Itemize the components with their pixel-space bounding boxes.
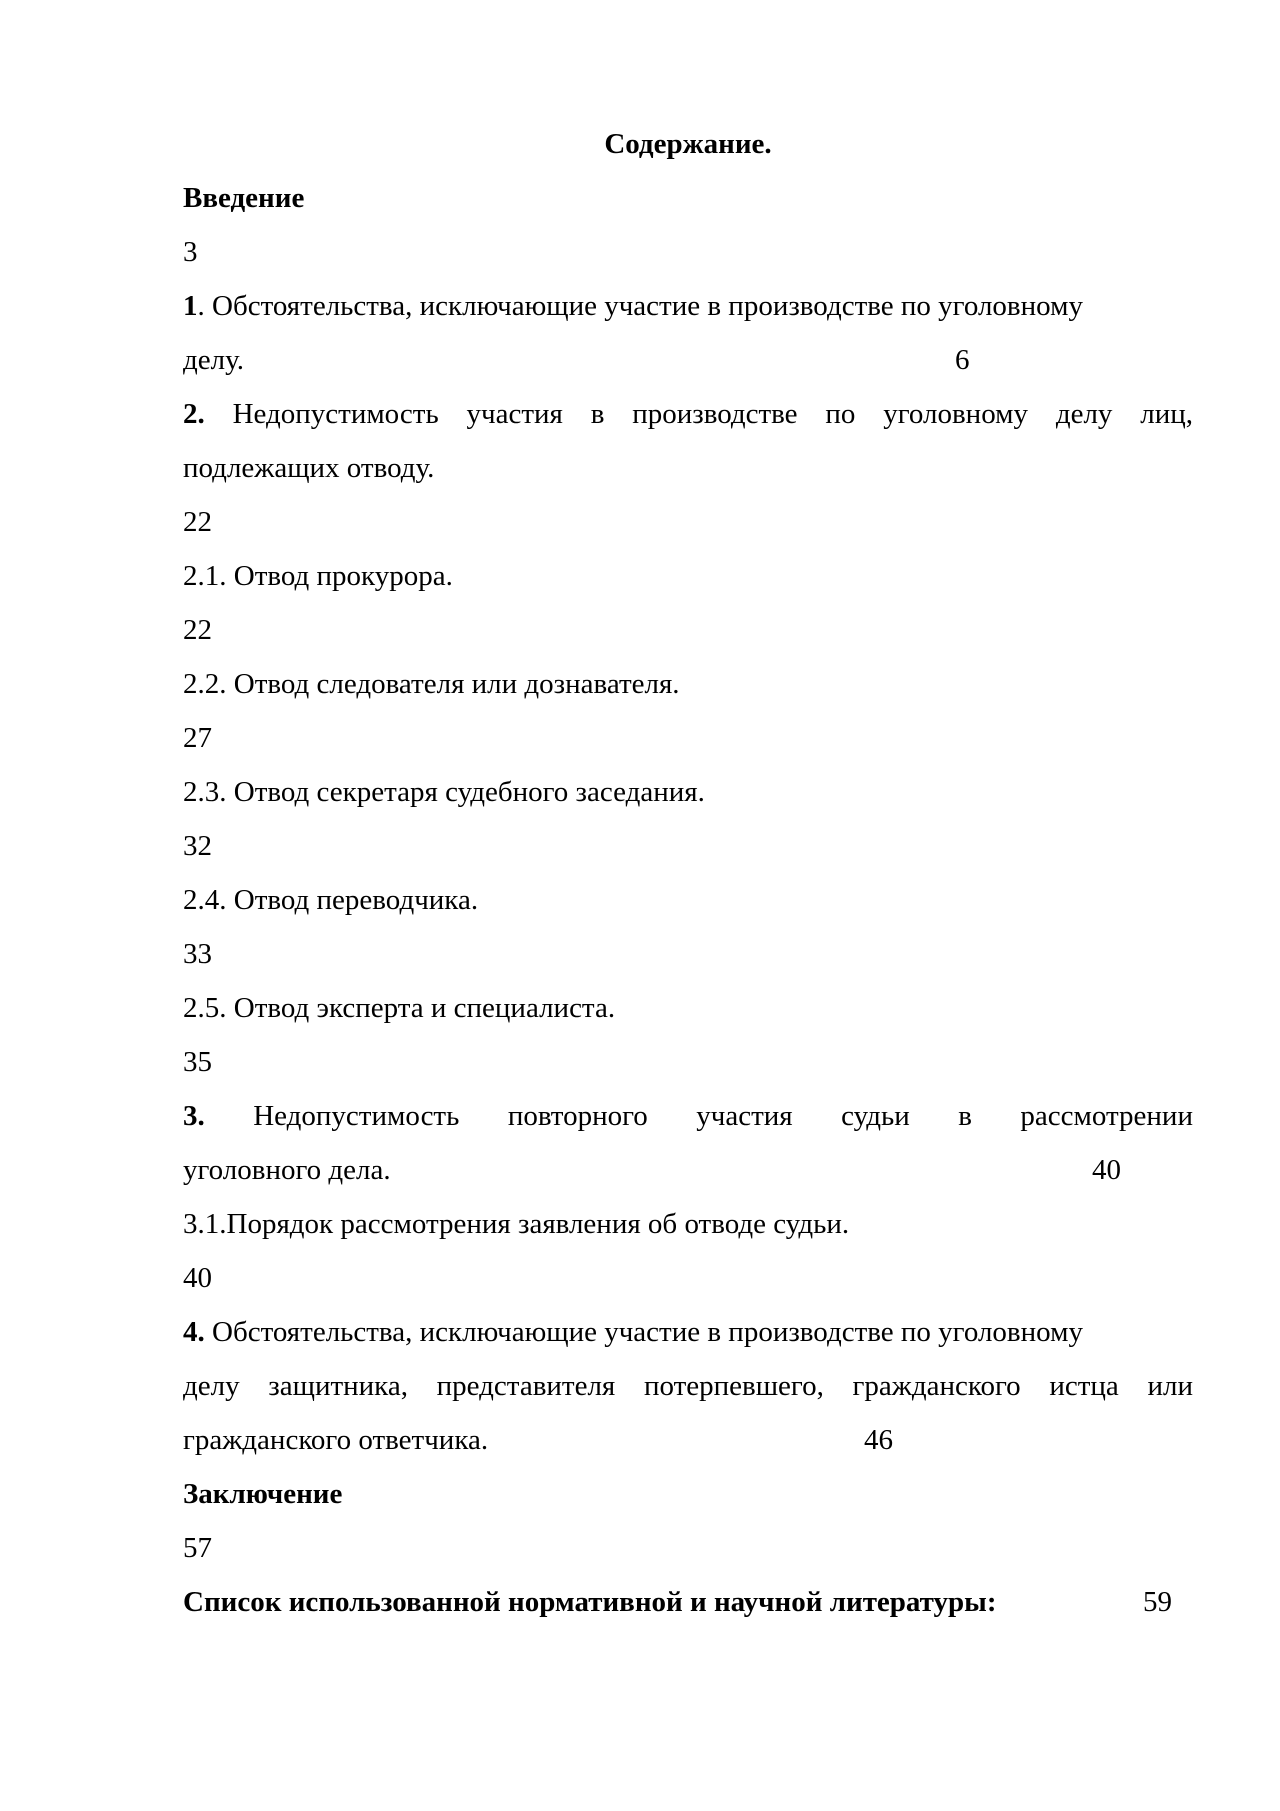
toc-s2-1-label: 2.1. Отвод прокурора. xyxy=(183,560,453,592)
toc-s4-word: делу xyxy=(183,1370,240,1402)
toc-s4-text3: гражданского ответчика. xyxy=(183,1424,489,1456)
toc-s2-word: по xyxy=(825,398,856,430)
toc-s2-word: Недопустимость xyxy=(232,398,439,430)
toc-s1-page: 6 xyxy=(955,344,970,376)
toc-s2-line2: подлежащих отводу. xyxy=(183,452,435,484)
toc-s2-1-page: 22 xyxy=(183,614,212,646)
toc-s2-word: участия xyxy=(466,398,563,430)
toc-intro-page: 3 xyxy=(183,236,198,268)
toc-literature-page: 59 xyxy=(1143,1586,1172,1618)
toc-s4-word: истца xyxy=(1049,1370,1119,1402)
toc-s2-num: 2. xyxy=(183,398,205,430)
toc-literature xyxy=(183,1575,1193,1629)
toc-s3-line1 xyxy=(183,1089,1193,1143)
toc-s2-word: делу xyxy=(1055,398,1113,430)
page-title: Содержание. xyxy=(604,128,772,160)
toc-s3-page: 40 xyxy=(1092,1154,1121,1186)
toc-s4-text: Обстоятельства, исключающие участие в производстве по уголовному xyxy=(204,1316,1083,1348)
toc-s2-word: производстве xyxy=(632,398,798,430)
toc-s2-4-label: 2.4. Отвод переводчика. xyxy=(183,884,479,916)
toc-s2-5-label: 2.5. Отвод эксперта и специалиста. xyxy=(183,992,616,1024)
toc-s4-line3 xyxy=(183,1413,1193,1467)
toc-s2-4-page: 33 xyxy=(183,938,212,970)
toc-s3-1-label: 3.1.Порядок рассмотрения заявления об отводе судьи. xyxy=(183,1208,850,1240)
toc-s2-2-page: 27 xyxy=(183,722,212,754)
toc-s3-word: повторного xyxy=(507,1100,648,1132)
toc-s4-line1 xyxy=(183,1305,1193,1359)
toc-s4-word: защитника, xyxy=(268,1370,408,1402)
toc-s2-word: лиц, xyxy=(1140,398,1193,430)
toc-s2-word: в xyxy=(590,398,605,430)
toc-s3-1-page: 40 xyxy=(183,1262,212,1294)
toc-s2-3-page: 32 xyxy=(183,830,212,862)
toc-s3-line2 xyxy=(183,1143,1193,1197)
toc-s1-text: . Обстоятельства, исключающие участие в производстве по уголовному xyxy=(197,290,1083,322)
toc-s4-page: 46 xyxy=(864,1424,893,1456)
toc-intro-label: Введение xyxy=(183,182,305,214)
toc-s2-line1 xyxy=(183,387,1193,441)
toc-s4-num: 4. xyxy=(183,1316,205,1348)
toc-conclusion-page: 57 xyxy=(183,1532,212,1564)
toc-s4-word: гражданского xyxy=(852,1370,1021,1402)
toc-s4-word: потерпевшего, xyxy=(643,1370,824,1402)
toc-s3-word: судьи xyxy=(841,1100,910,1132)
toc-s3-word: Недопустимость xyxy=(253,1100,460,1132)
toc-literature-label: Список использованной нормативной и научной литературы: xyxy=(183,1586,997,1618)
toc-s4-word: представителя xyxy=(436,1370,616,1402)
toc-s2-word: уголовному xyxy=(883,398,1028,430)
toc-s3-num: 3. xyxy=(183,1100,205,1132)
toc-s2-page: 22 xyxy=(183,506,212,538)
toc-s2-3-label: 2.3. Отвод секретаря судебного заседания. xyxy=(183,776,705,808)
toc-s2-2-label: 2.2. Отвод следователя или дознавателя. xyxy=(183,668,680,700)
toc-s3-word: в xyxy=(958,1100,972,1132)
toc-s4-line2 xyxy=(183,1359,1193,1413)
toc-conclusion-label: Заключение xyxy=(183,1478,343,1510)
toc-s2-5-page: 35 xyxy=(183,1046,212,1078)
toc-s1-num: 1 xyxy=(183,290,198,322)
toc-s1-line2 xyxy=(183,333,1193,387)
toc-s1-text2: делу. xyxy=(183,344,244,376)
toc-s1-line1 xyxy=(183,279,1193,333)
toc-s4-word: или xyxy=(1147,1370,1193,1402)
toc-s3-text2: уголовного дела. xyxy=(183,1154,391,1186)
toc-s3-word: участия xyxy=(696,1100,793,1132)
toc-s3-word: рассмотрении xyxy=(1020,1100,1193,1132)
table-of-contents xyxy=(183,117,1193,1629)
